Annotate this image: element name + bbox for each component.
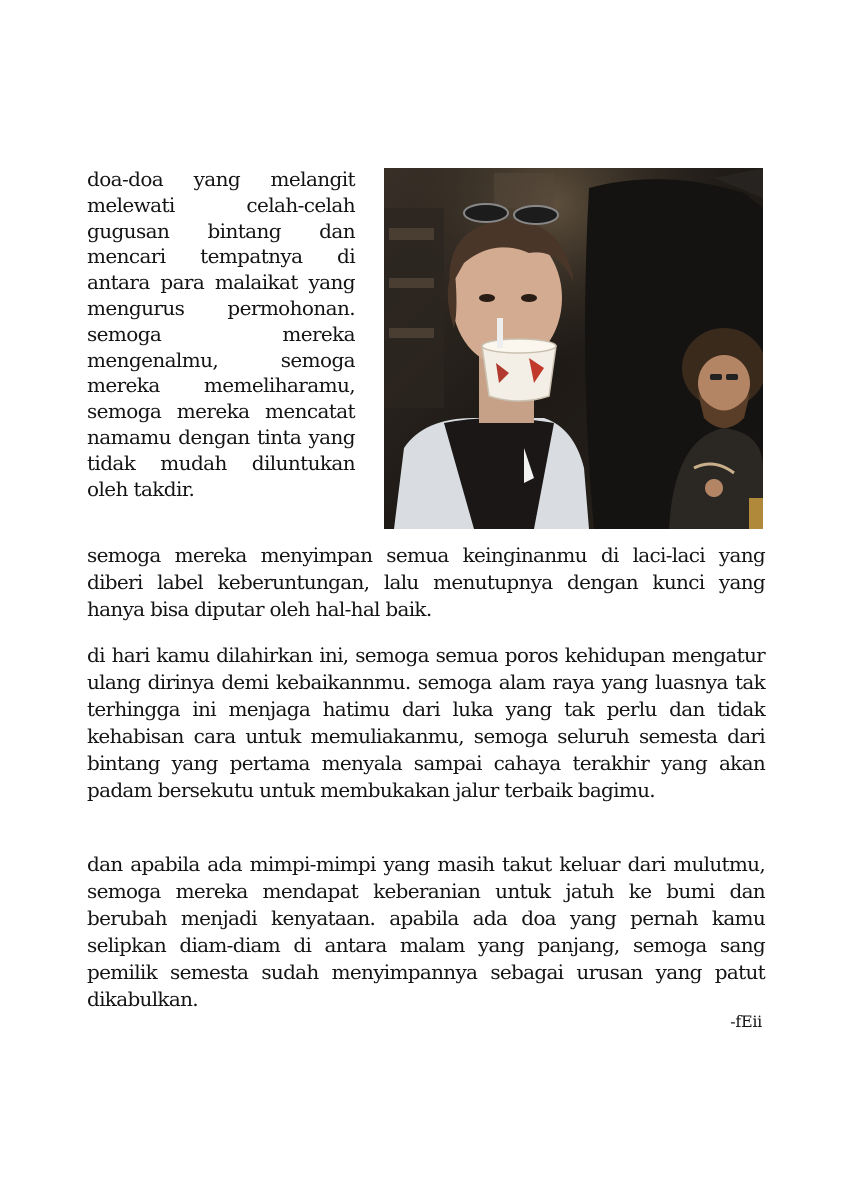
signature: -fEii [730, 1012, 762, 1031]
photo-illustration [384, 168, 763, 529]
photo [384, 168, 763, 529]
paragraph-3: dan apabila ada mimpi-mimpi yang masih takut keluar dari mulutmu, semoga mereka mendapat keberanian untuk jatuh ke bumi dan berubah menjadi kenyataan. apabila ada doa yang pernah kamu selipkan diam-diam di antara malam yang panjang, semoga sang pemilik semesta sudah menyimpannya sebagai urusan yang patut dikabulkan. [87, 852, 765, 1011]
side-paragraph: doa-doa yang melangit melewati celah-celah gugusan bintang dan mencari tempatnya di antara para malaikat yang mengurus permohonan. semoga mereka mengenalmu, semoga mereka memeliharamu, semoga mereka mencatat namamu dengan tinta yang tidak mudah diluntukan oleh takdir. [87, 167, 355, 501]
paragraph-2: di hari kamu dilahirkan ini, semoga semua poros kehidupan mengatur ulang dirinya demi kebaikannmu. semoga alam raya yang luasnya tak terhingga ini menjaga hatimu dari luka yang tak perlu dan tidak kehabisan cara untuk memuliakanmu, semoga seluruh semesta dari bintang yang pertama menyala sampai cahaya terakhir yang akan padam bersekutu untuk membukakan jalur terbaik bagimu. [87, 643, 765, 802]
paragraph-1: semoga mereka menyimpan semua keinginanmu di laci-laci yang diberi label keberuntungan, lalu menutupnya dengan kunci yang hanya bisa diputar oleh hal-hal baik. [87, 543, 765, 621]
